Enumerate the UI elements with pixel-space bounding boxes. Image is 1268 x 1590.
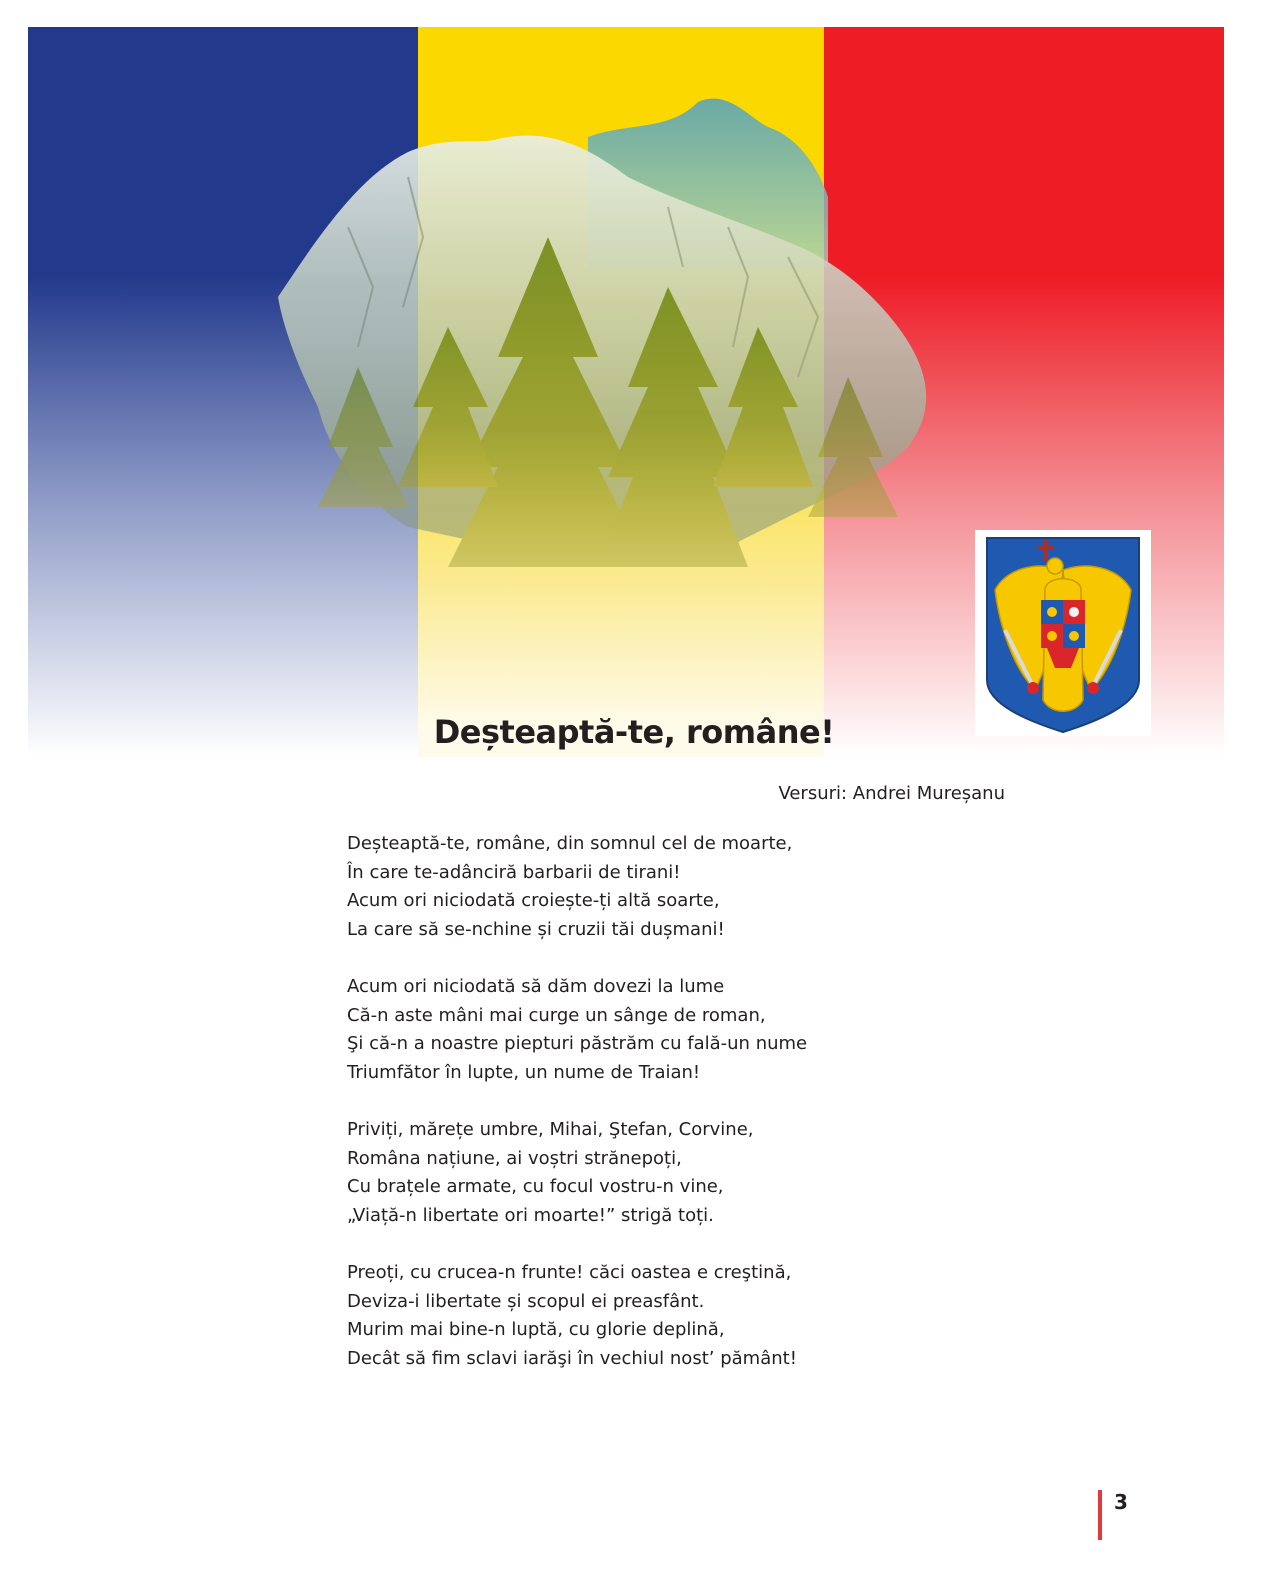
poem-title: Deșteaptă-te, române! [433,713,835,751]
stanza [347,830,907,944]
verse-line: Triumfător în lupte, un nume de Traian! [347,1061,701,1083]
stanza [347,1116,907,1230]
verse-line: Deviza-i libertate și scopul ei preasfânt. [347,1290,705,1312]
poem-body [347,830,907,1402]
page-number: 3 [1114,1490,1128,1514]
verse-line: „Viață-n libertate ori moarte!” strigă toți. [347,1204,714,1226]
coat-of-arms-icon [975,530,1151,736]
verse-line: Că-n aste mâni mai curge un sânge de roman, [347,1004,766,1026]
verse-line: La care să se-nchine și cruzii tăi dușmani! [347,918,725,940]
coat-of-arms-image [975,530,1151,736]
verse-line: Decât să fim sclavi iarăşi în vechiul nost’ pământ! [347,1347,797,1369]
stanza [347,973,907,1087]
page-number-rule [1098,1490,1102,1540]
verse-line: Şi că-n a noastre piepturi păstrăm cu fală-un nume [347,1033,808,1055]
verse-line: Deșteaptă-te, române, din somnul cel de moarte, [347,833,793,854]
verse-line: Priviți, mărețe umbre, Mihai, Ştefan, Corvine, [347,1118,754,1140]
verse-line: Cu brațele armate, cu focul vostru-n vine, [347,1176,724,1198]
verse-line: Murim mai bine-n luptă, cu glorie deplină, [347,1319,725,1341]
verse-line: Acum ori niciodată croiește-ți altă soarte, [347,890,720,912]
verse-line: Acum ori niciodată să dăm dovezi la lume [347,975,725,997]
verse-line: În care te-adânciră barbarii de tirani! [347,861,681,883]
poem-author: Versuri: Andrei Mureșanu [778,783,1005,804]
stanza [347,1259,907,1373]
verse-line: Româna națiune, ai voștri strănepoți, [347,1147,682,1169]
verse-line: Preoți, cu crucea-n frunte! căci oastea e creştină, [347,1261,792,1283]
